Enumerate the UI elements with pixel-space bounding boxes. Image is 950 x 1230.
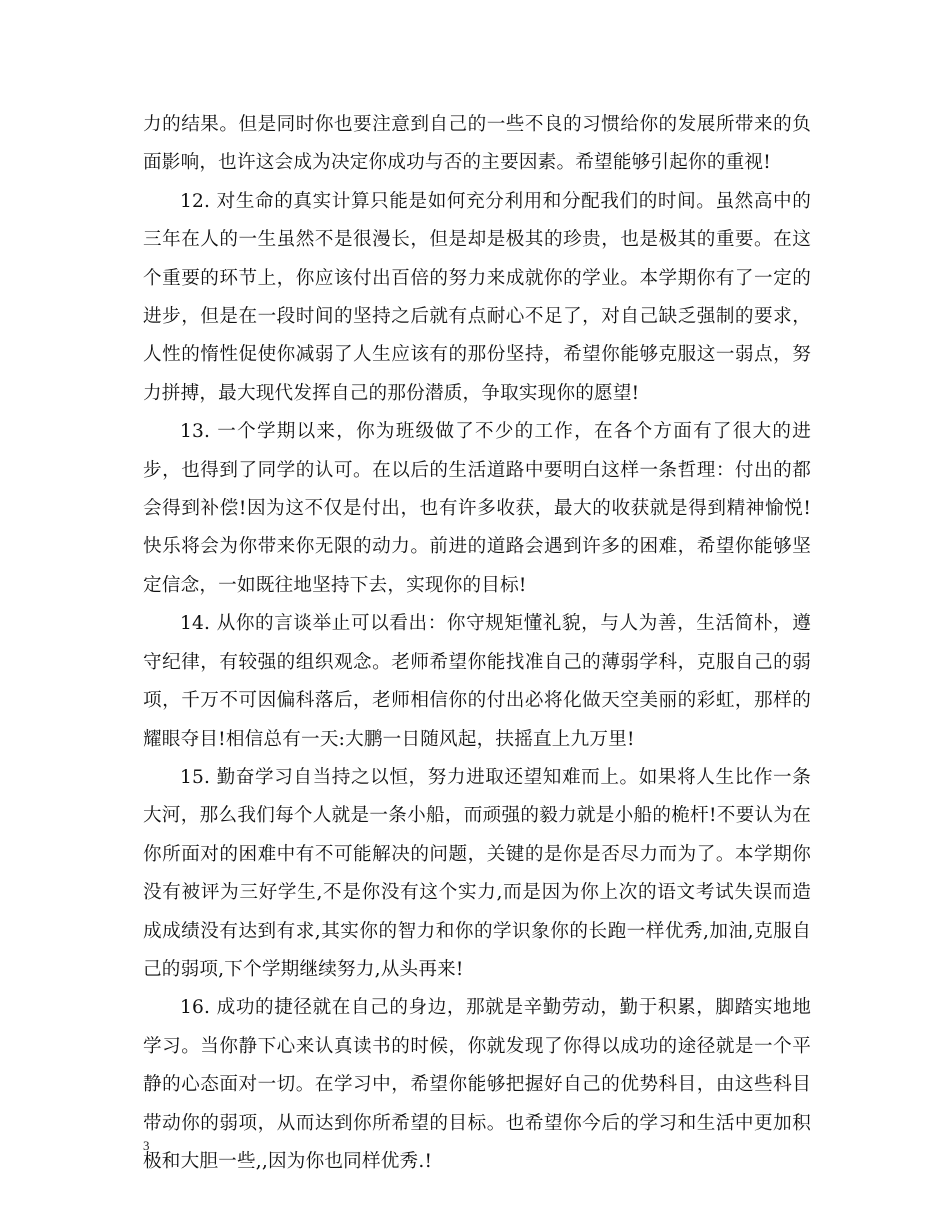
paragraph-14: 14. 从你的言谈举止可以看出：你守规矩懂礼貌，与人为善，生活简朴，遵守纪律，有较强的组织观念。老师希望你能找准自己的薄弱学科，克服自己的弱项，千万不可因偏科落后，老师相信你的付出必将化做天空美丽的彩虹，那样的耀眼夺目!相信总有一天:大鹏一日随风起，扶摇直上九万里! (143, 613, 811, 750)
page-number: 3 (143, 1138, 150, 1153)
paragraph-continued: 力的结果。但是同时你也要注意到自己的一些不良的习惯给你的发展所带来的负面影响，也许这会成为决定你成功与否的主要因素。希望能够引起你的重视! (143, 114, 811, 174)
paragraph-15: 15. 勤奋学习自当持之以恒，努力进取还望知难而上。如果将人生比作一条大河，那么我们每个人就是一条小船，而顽强的毅力就是小船的桅杆!不要认为在你所面对的困难中有不可能解决的问题，关键的是你是否尽力而为了。本学期你没有被评为三好学生,不是你没有这个实力,而是因为你上次的语文考试失误而造成成绩没有达到有求,其实你的智力和你的学识象你的长跑一样优秀,加油,克服自己的弱项,下个学期继续努力,从头再来! (143, 766, 811, 980)
document-body (143, 106, 811, 1181)
paragraph-16: 16. 成功的捷径就在自己的身边，那就是辛勤劳动，勤于积累，脚踏实地地学习。当你静下心来认真读书的时候，你就发现了你得以成功的途径就是一个平静的心态面对一切。在学习中，希望你能够把握好自己的优势科目，由这些科目带动你的弱项，从而达到你所希望的目标。也希望你今后的学习和生活中更加积极和大胆一些,,因为你也同样优秀.! (143, 997, 811, 1172)
paragraph-13: 13. 一个学期以来，你为班级做了不少的工作，在各个方面有了很大的进步，也得到了同学的认可。在以后的生活道路中要明白这样一条哲理：付出的都会得到补偿!因为这不仅是付出，也有许多收获，最大的收获就是得到精神愉悦!快乐将会为你带来你无限的动力。前进的道路会遇到许多的困难，希望你能够坚定信念，一如既往地坚持下去，实现你的目标! (143, 421, 811, 596)
paragraph-12: 12. 对生命的真实计算只能是如何充分利用和分配我们的时间。虽然高中的三年在人的一生虽然不是很漫长，但是却是极其的珍贵，也是极其的重要。在这个重要的环节上，你应该付出百倍的努力来成就你的学业。本学期你有了一定的进步，但是在一段时间的坚持之后就有点耐心不足了，对自己缺乏强制的要求，人性的惰性促使你减弱了人生应该有的那份坚持，希望你能够克服这一弱点，努力拼搏，最大现代发挥自己的那份潜质，争取实现你的愿望! (143, 190, 811, 404)
